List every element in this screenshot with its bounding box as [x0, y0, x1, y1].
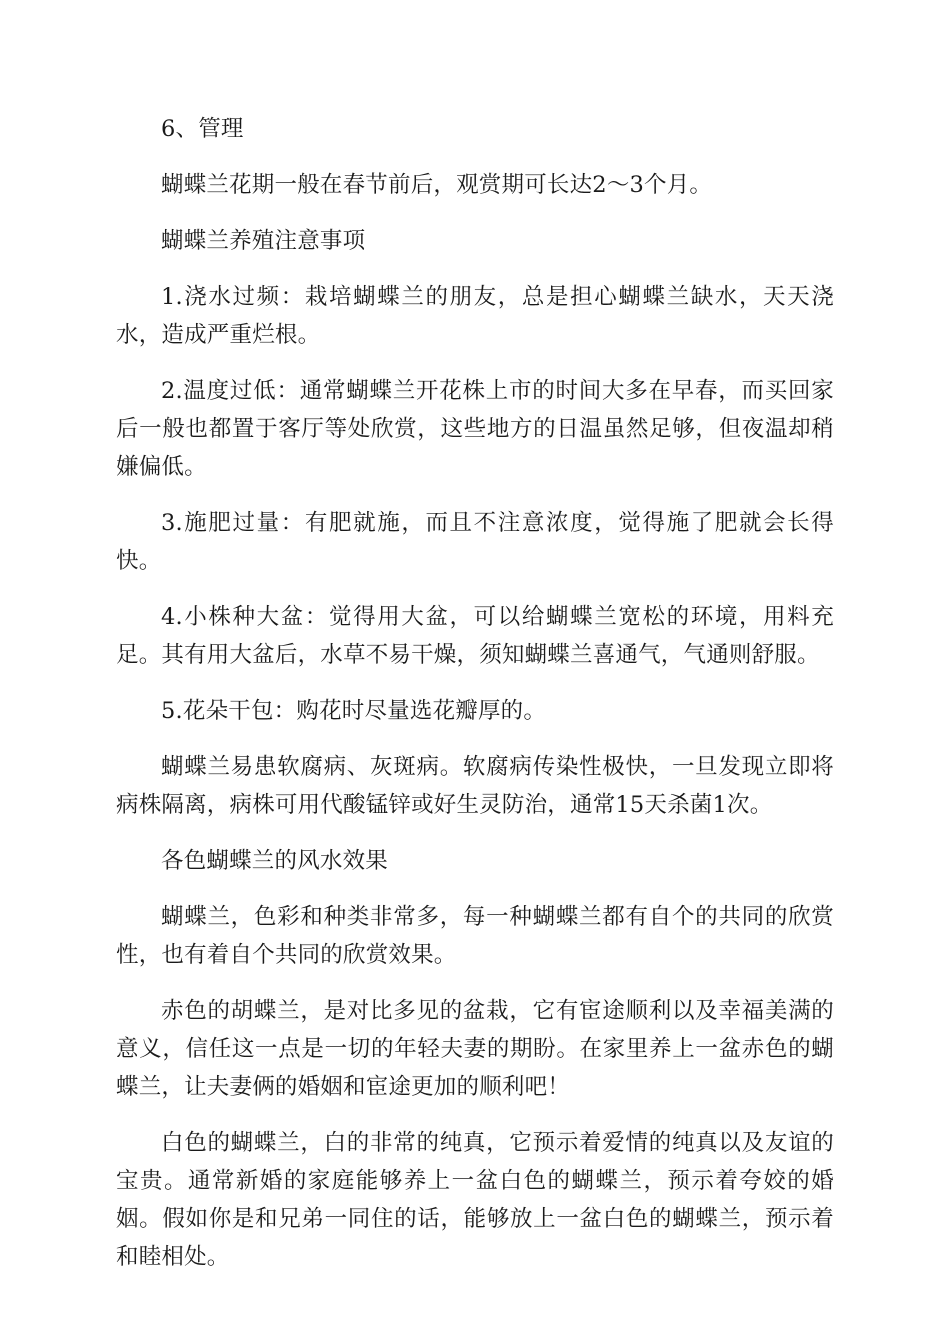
- list-item-pot-size: 4.小株种大盆：觉得用大盆，可以给蝴蝶兰宽松的环境，用料充足。其有用大盆后，水草不易干燥，须知蝴蝶兰喜通气，气通则舒服。: [116, 604, 834, 668]
- paragraph-white-orchid: 白色的蝴蝶兰，白的非常的纯真，它预示着爱情的纯真以及友谊的宝贵。通常新婚的家庭能够养上一盆白色的蝴蝶兰，预示着夸姣的婚姻。假如你是和兄弟一同住的话，能够放上一盆白色的蝴蝶兰，预示着和睦相处。: [116, 1130, 834, 1270]
- paragraph-flowering-period: 蝴蝶兰花期一般在春节前后，观赏期可长达2～3个月。: [161, 172, 713, 198]
- list-item-temperature: 2.温度过低：通常蝴蝶兰开花株上市的时间大多在早春，而买回家后一般也都置于客厅等处欣赏，这些地方的日温虽然足够，但夜温却稍嫌偏低。: [116, 378, 834, 480]
- paragraph-varieties: 蝴蝶兰，色彩和种类非常多，每一种蝴蝶兰都有自个的共同的欣赏性，也有着自个共同的欣赏效果。: [116, 904, 834, 968]
- list-item-fertilizer: 3.施肥过量：有肥就施，而且不注意浓度，觉得施了肥就会长得快。: [116, 510, 834, 574]
- section-heading-management: 6、管理: [161, 116, 244, 142]
- document-body: [116, 110, 834, 1294]
- section-heading-fengshui: 各色蝴蝶兰的风水效果: [161, 848, 389, 874]
- list-item-flower-buds: 5.花朵干包：购花时尽量选花瓣厚的。: [161, 698, 547, 724]
- paragraph-red-orchid: 赤色的胡蝶兰，是对比多见的盆栽，它有宦途顺利以及幸福美满的意义，信任这一点是一切的年轻夫妻的期盼。在家里养上一盆赤色的蝴蝶兰，让夫妻俩的婚姻和宦途更加的顺利吧！: [116, 998, 834, 1100]
- paragraph-diseases: 蝴蝶兰易患软腐病、灰斑病。软腐病传染性极快，一旦发现立即将病株隔离，病株可用代酸锰锌或好生灵防治，通常15天杀菌1次。: [116, 754, 834, 818]
- section-heading-care-notes: 蝴蝶兰养殖注意事项: [161, 228, 366, 254]
- list-item-watering: 1.浇水过频：栽培蝴蝶兰的朋友，总是担心蝴蝶兰缺水，天天浇水，造成严重烂根。: [116, 284, 834, 348]
